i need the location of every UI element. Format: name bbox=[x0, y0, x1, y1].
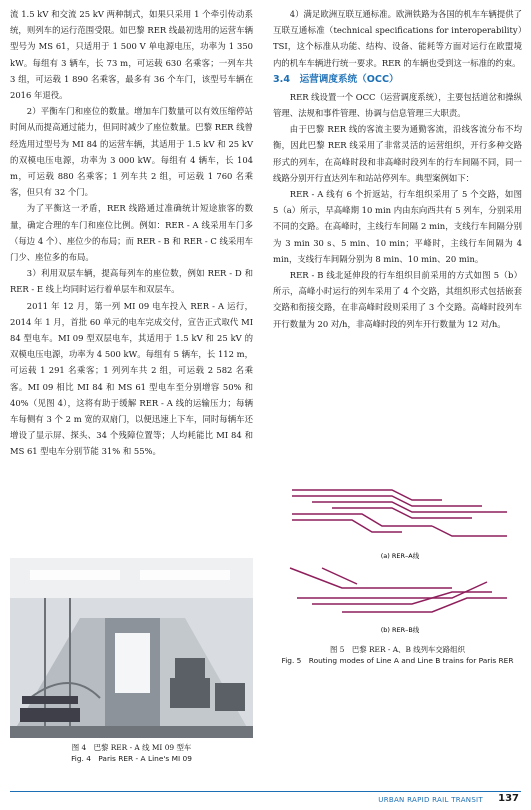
left-column bbox=[10, 6, 253, 460]
figure-4-photo bbox=[10, 558, 253, 738]
paragraph: 2）平衡车门和座位的数量。增加车门数量可以有效压缩停站时间从而提高通过能力，但同时减少了座位数量。巴黎 RER 线曾经选用过型号为 MI 84 的运营车辆，其适用于 1.5 kV 和 25 kV 的双模电压电源，功率为 3 000 kW。每组有 4 辆车，长 104 m，可运载 880 名乘客；1 列车共 2 组，可运载 1 760 名乘客，但只有 32 个门。 bbox=[10, 106, 253, 198]
page-number: 137 bbox=[498, 793, 519, 804]
figure-5-caption bbox=[273, 644, 522, 666]
paragraph: 2011 年 12 月，第一列 MI 09 电车投入 RER - A 运行，2014 年 1 月，首批 60 单元的电车完成交付，宣告正式取代 MI 84 型电车。MI 09 型双层电车，其适用于 1.5 kV 和 25 kV 的双模电压电源，功率为 4 500 kW。每组有 5 辆车，长 112 m，可运载 1 291 名乘客；1 列列车共 2 组，可运载 2 582 名乘客。MI 09 相比 MI 84 和 MS 61 型电车至分别增容 50% 和 40%（见图 4），这将有助于缓解 RER - A 线的运输压力；每辆车每侧有 3 个 2 m 宽的双扇门，以便迅速上下车，同时每辆车还增设了显示屏、探头、34 个残障位置等；人均耗能比 MI 84 和 MS 61 型电车分别节能 31% 和 55%。 bbox=[10, 300, 253, 457]
figure-4-caption bbox=[10, 742, 253, 764]
route-lines-b bbox=[290, 568, 507, 612]
figure-5-diagram bbox=[282, 486, 518, 640]
page-footer bbox=[0, 787, 531, 810]
figure-4-caption-cn: 图 4 巴黎 RER - A 线 MI 09 型车 bbox=[71, 743, 192, 752]
subcaption-a: (a) RER–A线 bbox=[380, 552, 420, 560]
paragraph: RER - B 线北延伸段的行车组织目前采用的方式如图 5（b）所示，高峰小时运行的列车采用了 4 个交路，其组织形式包括嵌套交路和衔接交路，在非高峰时段则采用了 3 个交路。高峰时段列车开行数量为 20 对/h，非高峰时段的列车开行数量为 12 对/h。 bbox=[273, 270, 522, 329]
figure-5-caption-cn: 图 5 巴黎 RER - A、B 线列车交路组织 bbox=[330, 645, 465, 654]
figure-4-caption-en: Fig. 4 Paris RER - A Line's MI 09 bbox=[71, 754, 192, 763]
right-column bbox=[273, 6, 522, 332]
subcaption-b: (b) RER–B线 bbox=[380, 626, 420, 634]
paragraph: RER 线设置一个 OCC（运营调度系统），主要包括道岔和操纵管理、法规和事件管理、协调与信息管理三大职责。 bbox=[273, 91, 522, 119]
paragraph: 由于巴黎 RER 线的客流主要为通勤客流，沿线客流分布不均衡，因此巴黎 RER 线采用了非常灵活的运营组织，开行多种交路形式的列车，在高峰时段和非高峰时段列车的行车间隔不同，同一线路分别开行直达列车和站站停列车。典型案例如下： bbox=[273, 124, 522, 183]
paragraph: 4）满足欧洲互联互通标准。欧洲铁路为各国的机车车辆提供了互联互通标准（technical specifications for interoperability）TSI，这个标准从功能、结构、设备、能耗等方面对运行在欧盟境内的机车车辆进行统一要求。RER 的车辆也受到这一标准的约束。 bbox=[273, 9, 522, 68]
footer-rule bbox=[10, 791, 521, 792]
train-interior-illustration bbox=[10, 558, 253, 738]
paragraph: 3）利用双层车辆，提高每列车的座位数，例如 RER - D 和 RER - E 线上均同时运行着单层车和双层车。 bbox=[10, 268, 253, 295]
paragraph: RER - A 线有 6 个折返站，行车组织采用了 5 个交路，如图 5（a）所示，早高峰期 10 min 内由东向西共有 5 列车，分别采用不同的交路。在高峰时，主线行车间隔 2 min，支线行车间隔分别为 3 min 30 s、5 min、10 min；平峰时，主线行车间隔为 4 min，支线行车间隔分别为 8 min、10 min、20 min。 bbox=[273, 189, 522, 264]
paragraph: 为了平衡这一矛盾，RER 线路通过准确统计短途旅客的数量，确定合理的车门和座位比例。例如：RER - A 线采用车门多（每边 4 个）、座位少的布局；而 RER - B 和 RER - C 线采用车门少、座位多的布局。 bbox=[10, 203, 253, 263]
section-heading: 3.4 运营调度系统（OCC） bbox=[273, 73, 399, 85]
paragraph: 流 1.5 kV 和交流 25 kV 两种制式，如果只采用 1 个牵引传动系统，则列车的运行范围受限。如巴黎 RER 线最初选用的运营车辆型号为 MS 61，只适用于 1 500 V 单电源电压，功率为 1 350 kW。每组有 3 辆车，长 73 m，可运载 630 名乘客；一列车共 3 组，可运载 1 890 名乘客，最多有 36 个车门，该型号车辆在 2016 年退役。 bbox=[10, 9, 253, 101]
figure-5-caption-en: Fig. 5 Routing modes of Line A and Line B trains for Paris RER bbox=[281, 656, 514, 665]
routing-diagram bbox=[282, 486, 518, 636]
journal-name: URBAN RAPID RAIL TRANSIT bbox=[378, 796, 483, 804]
route-lines-a bbox=[292, 490, 507, 536]
